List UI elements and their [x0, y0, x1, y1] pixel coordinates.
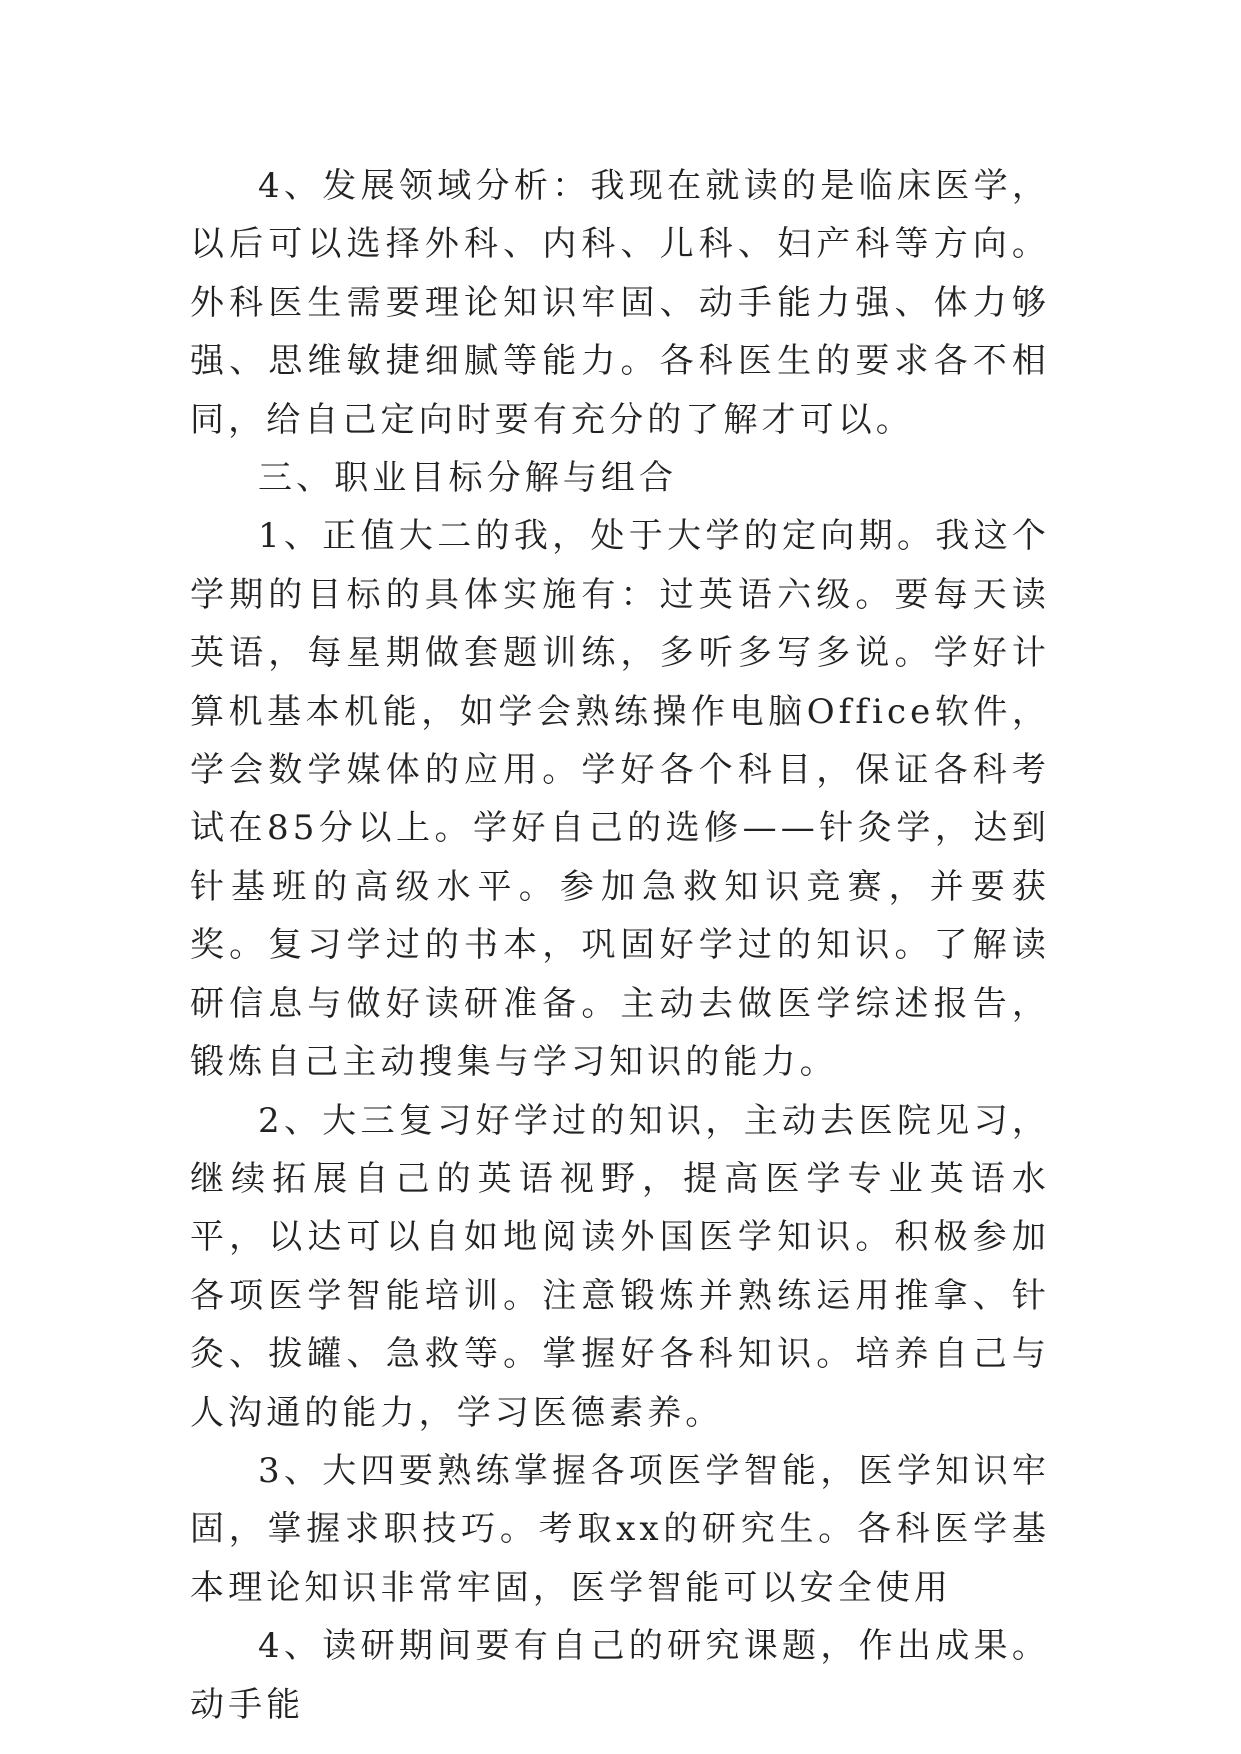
document-body — [190, 157, 1050, 1734]
paragraph-development-field: 4、发展领域分析：我现在就读的是临床医学，以后可以选择外科、内科、儿科、妇产科等方向。外科医生需要理论知识牢固、动手能力强、体力够强、思维敏捷细腻等能力。各科医生的要求各不相同，给自己定向时要有充分的了解才可以。 — [190, 166, 1050, 440]
paragraph-sophomore-goals: 1、正值大二的我，处于大学的定向期。我这个学期的目标的具体实施有：过英语六级。要每天读英语，每星期做套题训练，多听多写多说。学好计算机基本机能，如学会熟练操作电脑Office软件，学会数学媒体的应用。学好各个科目，保证各科考试在85分以上。学好自己的选修——针灸学，达到针基班的高级水平。参加急救知识竞赛，并要获奖。复习学过的书本，巩固好学过的知识。了解读研信息与做好读研准备。主动去做医学综述报告，锻炼自己主动搜集与学习知识的能力。 — [190, 516, 1050, 1083]
paragraph-graduate-goals: 4、读研期间要有自己的研究课题，作出成果。动手能 — [190, 1626, 1050, 1725]
paragraph-senior-goals: 3、大四要熟练掌握各项医学智能，医学知识牢固，掌握求职技巧。考取xx的研究生。各科医学基本理论知识非常牢固，医学智能可以安全使用 — [190, 1450, 1050, 1608]
paragraph-junior-goals: 2、大三复习好学过的知识，主动去医院见习，继续拓展自己的英语视野，提高医学专业英语水平，以达可以自如地阅读外国医学知识。积极参加各项医学智能培训。注意锻炼并熟练运用推拿、针灸、拔罐、急救等。掌握好各科知识。培养自己与人沟通的能力，学习医德素养。 — [190, 1100, 1050, 1433]
section-heading-career-goals: 三、职业目标分解与组合 — [258, 458, 678, 499]
